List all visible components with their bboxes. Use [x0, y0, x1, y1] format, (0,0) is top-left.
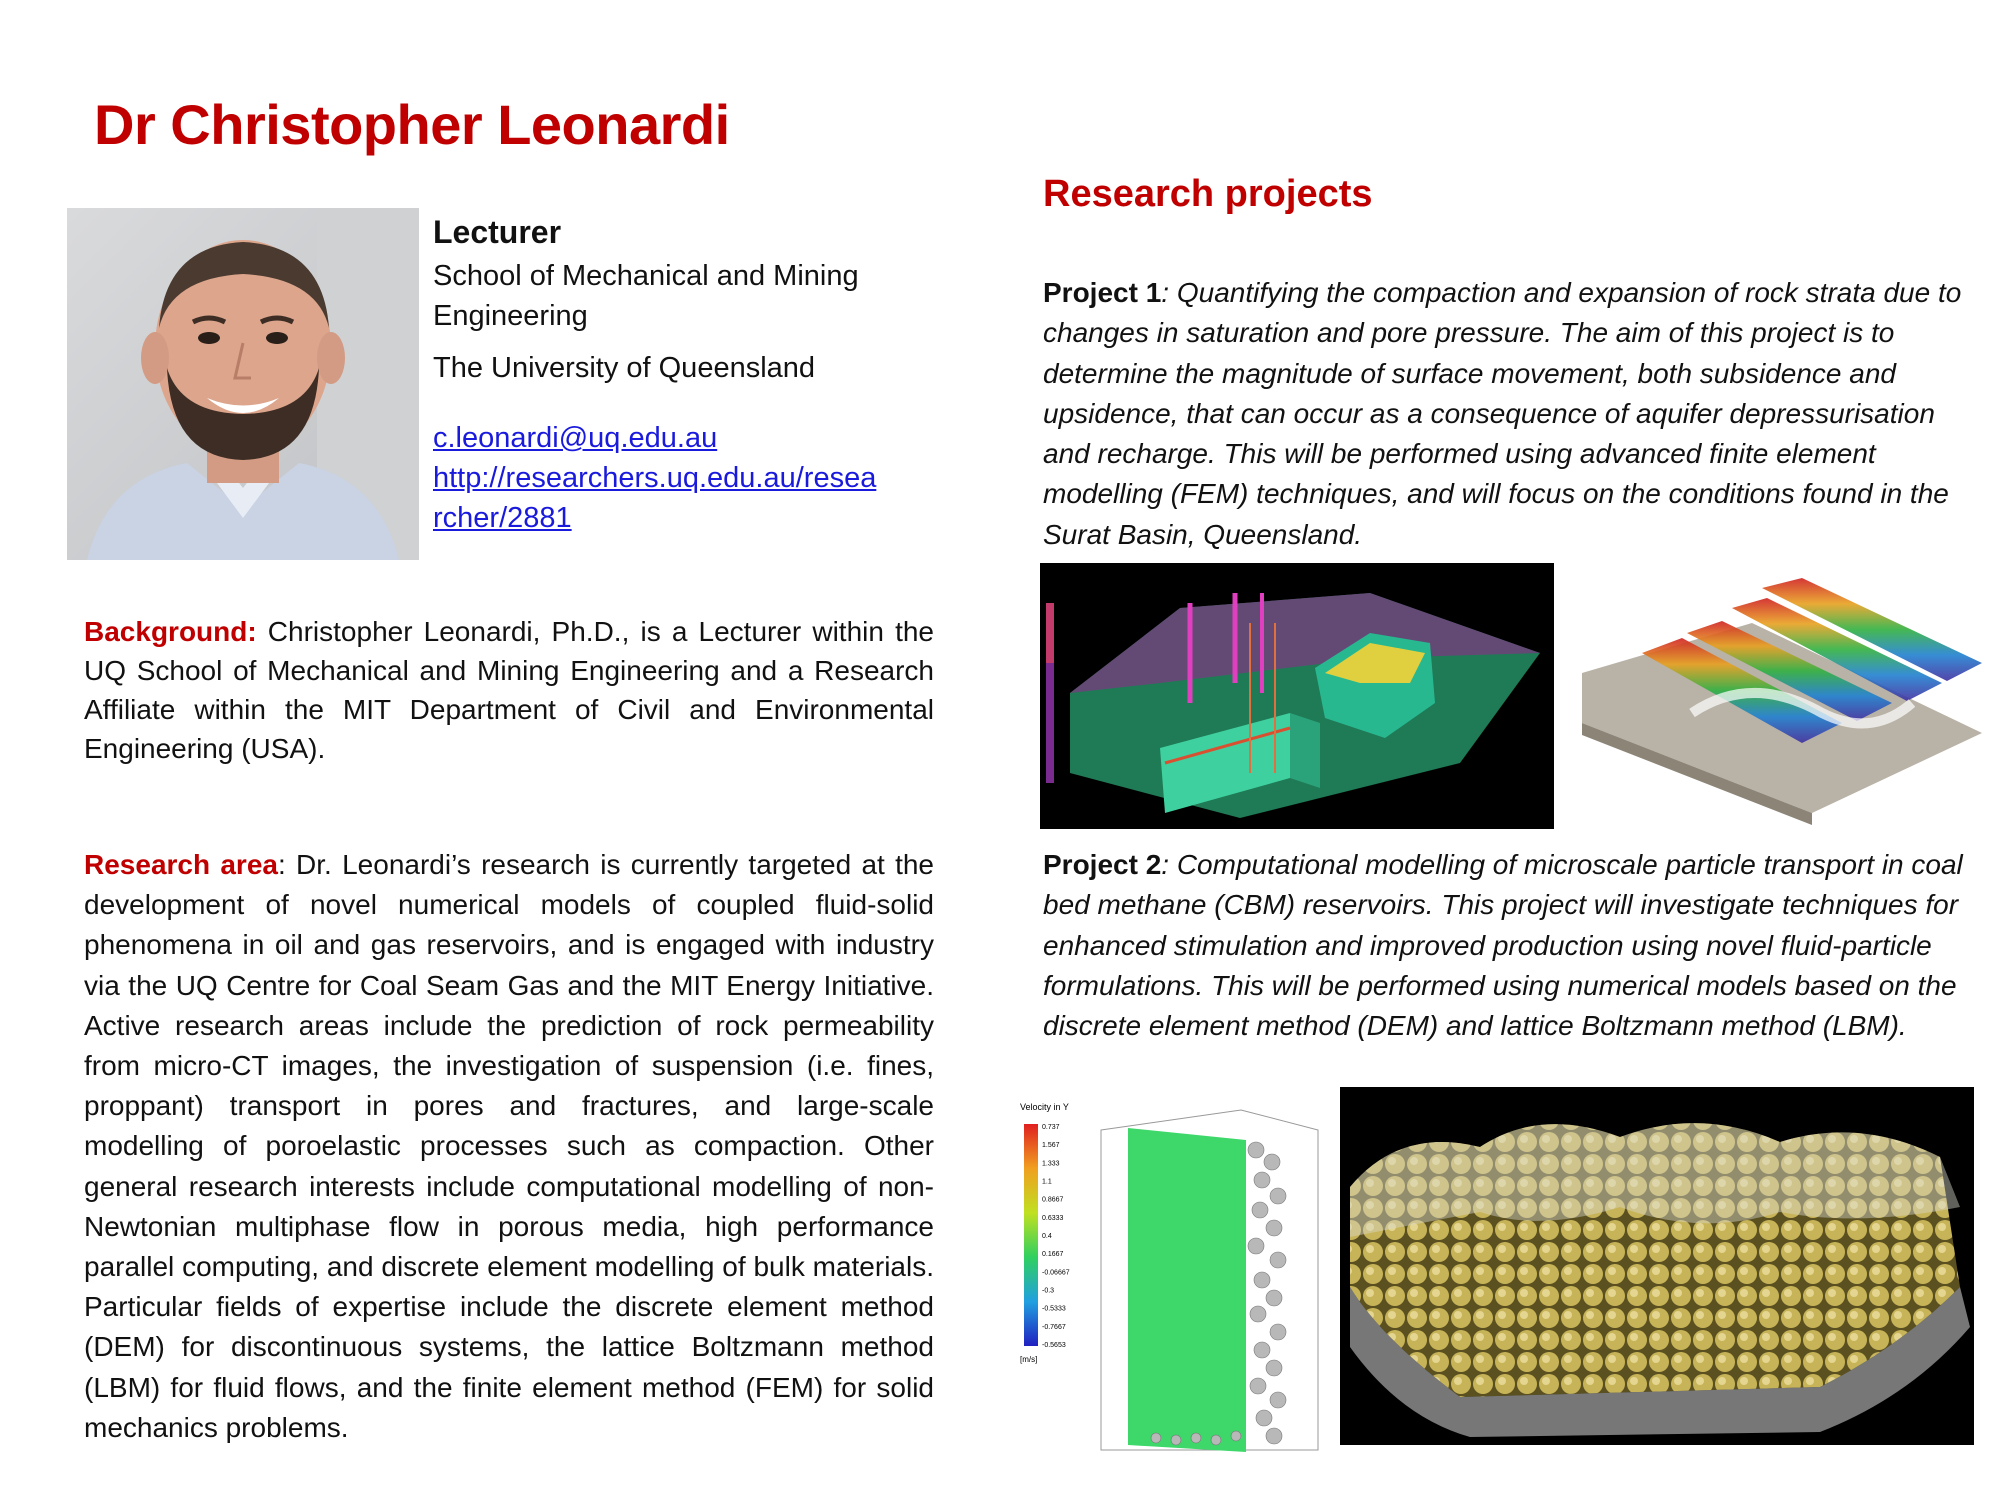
research-projects-heading: Research projects [1043, 173, 1373, 215]
profile-url-link-line2[interactable]: rcher/2881 [433, 502, 572, 534]
legend-title: Velocity in Y [1020, 1102, 1069, 1112]
job-title: Lecturer [433, 214, 562, 250]
legend-tick-label: 1.333 [1042, 1160, 1060, 1168]
profile-photo [67, 208, 419, 560]
research-area-text: Dr. Leonardi’s research is currently targeted at the development of novel numerical models of coupled fluid-solid phenomena in oil and gas reservoirs, and is engaged with industry via the UQ Centre for Coal Seam Gas and the MIT Energy Initiative. Active research areas include the prediction of rock permeability from micro-CT images, the investigation of suspension (i.e. fines, proppant) transport in pores and fractures, and large-scale modelling of poroelastic processes such as compaction. Other general research interests include computational modelling of non-Newtonian multiphase flow in porous media, high performance parallel computing, and discrete element modelling of bulk materials. Particular fields of expertise include the discrete element method (DEM) for discontinuous systems, the lattice Boltzmann method (LBM) for fluid flows, and the finite element method (FEM) for solid mechanics problems. [84, 849, 935, 1443]
legend-tick-label: 0.6333 [1042, 1214, 1064, 1222]
page-title: Dr Christopher Leonardi [94, 93, 730, 156]
legend-tick-label: 0.8667 [1042, 1196, 1064, 1204]
project-2-text: : Computational modelling of microscale particle transport in coal bed methane (CBM) reservoirs. This project will investigate techniques for enhanced stimulation and improved production using novel fluid-particle formulations. This will be performed using numerical models based on the discrete element method (DEM) and lattice Boltzmann method (LBM). [1043, 849, 1963, 1042]
project-1 [1043, 273, 1963, 555]
project-1-slices-image [1572, 563, 1990, 829]
project-2 [1043, 845, 1963, 1046]
profile-url-link-line1[interactable]: http://researchers.uq.edu.au/resea [433, 462, 877, 494]
project-1-title: Project 1 [1043, 277, 1162, 308]
contact-links [433, 418, 933, 538]
project-1-fem-model-image [1040, 563, 1554, 829]
legend-tick-label: -0.5653 [1042, 1342, 1066, 1349]
school-name-line2: Engineering [433, 300, 588, 332]
legend-tick-label: 1.1 [1042, 1178, 1052, 1186]
background-text: Christopher Leonardi, Ph.D., is a Lecturer within the UQ School of Mechanical and Mining Engineering and a Research Affiliate within the MIT Department of Civil and Environmental Engineering (USA). [84, 616, 934, 764]
research-area-colon: : [277, 849, 286, 880]
legend-tick-label: 0.4 [1042, 1233, 1052, 1240]
project-2-title: Project 2 [1043, 849, 1162, 880]
project-1-text: : Quantifying the compaction and expansion of rock strata due to changes in saturation and pore pressure. The aim of this project is to determine the magnitude of surface movement, both subsidence and upsidence, that can occur as a consequence of aquifer depressurisation and recharge. This will be performed using advanced finite element modelling (FEM) techniques, and will focus on the conditions found in the Surat Basin, Queensland. [1043, 277, 1962, 550]
project-2-particle-bed-image [1340, 1087, 1974, 1445]
legend-tick-label: -0.7667 [1042, 1323, 1066, 1331]
profile-details [433, 210, 933, 538]
background-paragraph [84, 612, 934, 768]
legend-unit: [m/s] [1020, 1355, 1038, 1364]
legend-tick-label: 1.567 [1042, 1142, 1060, 1150]
school-name-line1: School of Mechanical and Mining [433, 260, 859, 292]
project-2-velocity-field-image [1016, 1100, 1330, 1468]
legend-tick-label: -0.06667 [1042, 1269, 1070, 1277]
legend-tick-label: -0.5333 [1042, 1305, 1066, 1313]
research-area-paragraph [84, 845, 934, 1448]
legend-tick-label: 0.737 [1042, 1124, 1060, 1131]
university-name: The University of Queensland [433, 352, 816, 384]
background-label: Background: [84, 616, 257, 647]
legend-tick-label: -0.3 [1042, 1287, 1055, 1295]
legend-tick-label: 0.1667 [1042, 1251, 1064, 1259]
email-link[interactable]: c.leonardi@uq.edu.au [433, 422, 718, 454]
research-area-label: Research area [84, 849, 278, 880]
